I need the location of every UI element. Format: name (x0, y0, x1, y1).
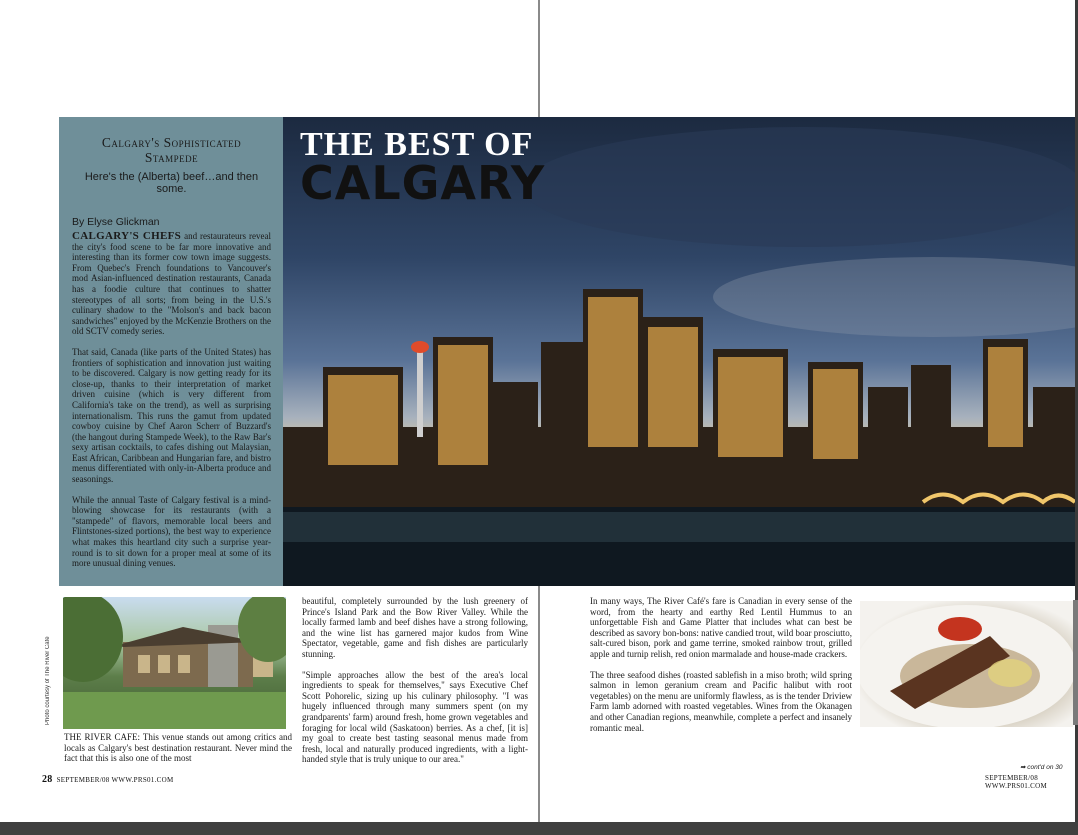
column-3-paragraph-2: The three seafood dishes (roasted sablefish in a miso broth; wild spring salmon in lemon geranium cream and Pacific halibut with root vegetables) on the menu are uniformly flawless, as is the tender Driview Farm lamb adorned with roasted vegetables. Wines from the Okanagen and other Canadian regions, meanwhile, complete a perfect and insanely romantic meal. (590, 669, 852, 733)
lamb-dish-photo (860, 601, 1073, 727)
article-title (300, 126, 546, 210)
continued-marker (1020, 763, 1062, 771)
article-deck: Here's the (Alberta) beef…and then some. (84, 171, 259, 195)
kicker-line-2: Stampede (144, 150, 199, 165)
column-2-paragraph-2: "Simple approaches allow the best of the area's local ingredients to speak for themselves," says Executive Chef Scott Pohorelic, sizing up his culinary philosophy. "I was hugely influenced through many summers spent (on my grandparents' farm) around fresh, home grown vegetables and foraging for local wild (Saskatoon) berries. As a chef, [it is] my goal to create best tasting seasonal menus made from fresh, local and naturally produced ingredients, with a light-handed style that is truly unique to our area." (302, 669, 528, 765)
title-line-1: THE BEST OF (300, 126, 534, 163)
sidebar-paragraph-3: While the annual Taste of Calgary festival is a mind-blowing showcase for its restaurants (with a "stampede" of flavors, memorable local beers and Flintstones-sized portions), the best way to experience what makes this heartland city such a surprise year-round is to sit down for a proper meal at some of its more unusual dining venues. (72, 494, 271, 569)
arrow-right-icon: ➡ (1020, 764, 1028, 771)
sidebar-paragraph-2: That said, Canada (like parts of the United States) has frontiers of sophistication and innovation just waiting to be discovered. Calgary is now getting ready for its close-up, thanks to their interpretation of market driven cuisine (which is very different from California's take on the trend), as well as surprising internationalism. This runs the gamut from updated cowboy cuisine by Chef Aaron Scherr of Buzzard's (the hangout during Stampede Week), to the Raw Bar's sexy artisan cocktails, to cafes dishing out Malaysian, East African, Caribbean and Hungarian fare, and bistro menus differentiated with only-in-Alberta produce and seasonings. (72, 346, 271, 485)
continued-text: cont'd on 30 (1027, 764, 1063, 771)
body-column-3 (590, 596, 852, 743)
body-column-2 (302, 596, 528, 775)
caption-text: THE RIVER CAFE: This venue stands out among critics and locals as Calgary's best destination restaurant. Never mind the fact that this is also one of the most (64, 732, 292, 764)
photo-credit: Photo courtesy of The River Cafe (45, 636, 51, 725)
food-photo-credit-strip (1073, 600, 1078, 725)
kicker-line-1: Calgary's Sophisticated (101, 135, 242, 150)
photo-caption (64, 732, 292, 774)
river-cafe-illustration (63, 597, 286, 729)
folio-right-text: SEPTEMBER/08 WWW.PRS01.COM (985, 774, 1047, 790)
folio-left (42, 774, 174, 785)
sidebar-paragraph-1-text: and restaurateurs reveal the city's food scene to be far more innovative and interesting than its former cow town image suggests. From Quebec's French foundations to Vancouver's mod Asian-influenced destination restaurants, Canada has a foodie culture that continues to shatter stereotypes of all sorts; from being in the U.S.'s culinary shadow to the "Molson's and back bacon sandwiches" enjoyed by the McKenzie Brothers on the old SCTV comedy series. (72, 231, 272, 337)
river-cafe-photo (63, 597, 286, 729)
folio-right (985, 774, 1078, 790)
column-3-paragraph-1: In many ways, The River Café's fare is Canadian in every sense of the word, from the hearty and earthy Red Lentil Hummus to an unforgettable Fish and Game Platter that includes what can best be described as savory bon-bons: native candied trout, wild boar prosciutto, salt-cured bison, pork and game terrine, smoked rainbow trout, grilled apple and turnip relish, red onion marmalade and house-made crackers. (590, 596, 852, 659)
article-kicker (72, 135, 271, 165)
title-line-2: CALGARY (300, 156, 546, 210)
column-2-paragraph-1: beautiful, completely surrounded by the lush greenery of Prince's Island Park and the Bow River Valley. While the locally farmed lamb and beef dishes have a strong following, and the wine list has garnered major kudos from Wine Spectator, vegetable, game and fish dishes are particularly stunning. (302, 596, 528, 659)
sidebar-paragraph-1 (72, 231, 271, 337)
article-byline: By Elyse Glickman (72, 216, 160, 228)
calgary-skyline-photo (283, 117, 1075, 586)
dish-illustration (860, 601, 1073, 727)
viewer-bottom-band (0, 822, 1078, 835)
drop-cap-lead: CALGARY'S CHEFS (72, 230, 182, 242)
article-sidebar (59, 117, 283, 586)
page-number-left: 28 (42, 774, 53, 785)
folio-left-text: SEPTEMBER/08 WWW.PRS01.COM (56, 776, 174, 784)
